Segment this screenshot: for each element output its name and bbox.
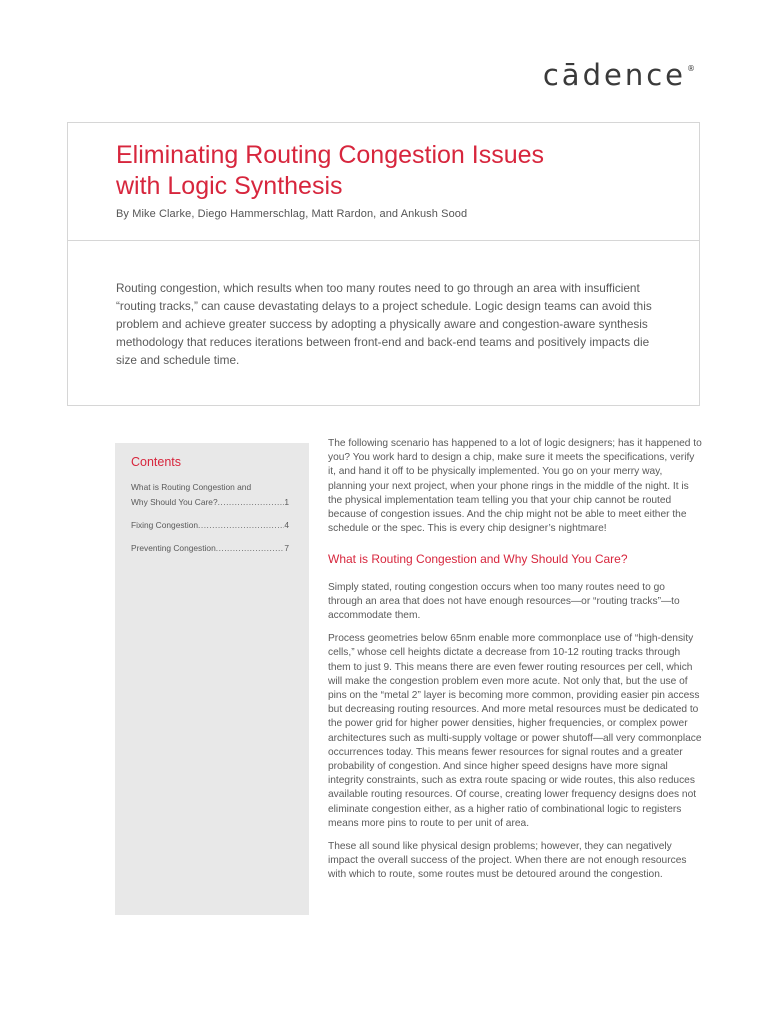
body-column bbox=[328, 437, 702, 892]
authors-line: By Mike Clarke, Diego Hammerschlag, Matt Rardon, and Ankush Sood bbox=[116, 208, 468, 220]
abstract: Routing congestion, which results when too many routes need to go through an area with insufficient “routing tracks,” can cause devastating delays to a project schedule. Logic design teams can avoid this problem and achieve greater success by adopting a physically aware and congestion-aware synthesis methodology that reduces iterations between front-end and back-end teams and positively impacts die size and schedule time. bbox=[116, 281, 652, 367]
toc-leader bbox=[218, 495, 285, 510]
toc-entry-label: Why Should You Care? bbox=[131, 497, 218, 507]
document-title bbox=[116, 140, 676, 202]
body-paragraph-2: Process geometries below 65nm enable more commonplace use of “high-density cells,” whose cell heights dictate a decrease from 10-12 routing tracks through them to just 9. This means there are even fewer routing resources per cell, which will make the congestion problem even more acute. Not only that, but the use of pins on the “metal 2” layer is becoming more common, providing easier pin access but decreasing routing resources. And more metal resources must be dedicated to the power grid for higher power densities, higher frequencies, or complex power architectures such as multi-supply voltage or power shutoff—all very commonplace occurrences today. This means fewer resources for signal routes and a greater probability of congestion. And since higher speed designs have more signal integrity constraints, such as extra route spacing or wide routes, this also reduces available routing resources. Of course, creating lower frequency designs does not eliminate congestion either, as a higher ratio of combinational logic to registers means more pins to route to per unit of area. bbox=[328, 633, 702, 829]
logo-text: cādence bbox=[542, 58, 686, 92]
body-paragraph-3: These all sound like physical design problems; however, they can negatively impact the overall success of the project. When there are not enough resources with which to route, some routes must be detoured around the congestion. bbox=[328, 841, 687, 881]
intro-paragraph: The following scenario has happened to a lot of logic designers; has it happened to you? You work hard to design a chip, make sure it meets the specifications, verify it, and hand it off to be physically implemented. You go on your merry way, planning your next project, when your phone rings in the middle of the night. It is the physical implementation team telling you that your chip cannot be routed because of congestion issues. And the chip might not be able to meet either the schedule or the spec. This is every chip designer’s nightmare! bbox=[328, 438, 702, 535]
title-line-2: with Logic Synthesis bbox=[116, 172, 343, 200]
title-line-1: Eliminating Routing Congestion Issues bbox=[116, 141, 545, 169]
section-heading: What is Routing Congestion and Why Should You Care? bbox=[328, 552, 628, 567]
contents-sidebar bbox=[115, 443, 309, 915]
toc-entry-preventing-congestion[interactable] bbox=[131, 541, 289, 556]
toc-entry-label: Preventing Congestion bbox=[131, 543, 216, 553]
toc-page-number: 1 bbox=[284, 497, 289, 507]
registered-mark: ® bbox=[687, 64, 698, 73]
toc-entry-line: What is Routing Congestion and bbox=[131, 482, 252, 492]
toc-leader bbox=[198, 518, 284, 533]
toc-entry-fixing-congestion[interactable] bbox=[131, 518, 289, 533]
toc-entry-label: Fixing Congestion bbox=[131, 520, 199, 530]
toc-leader bbox=[216, 541, 285, 556]
contents-heading: Contents bbox=[131, 455, 182, 469]
table-of-contents bbox=[131, 480, 289, 564]
header-divider bbox=[68, 240, 699, 241]
toc-entry-routing-congestion[interactable] bbox=[131, 480, 289, 510]
body-paragraph-1: Simply stated, routing congestion occurs when too many routes need to go through an area that does not have enough resources—or “routing tracks”—to accommodate them. bbox=[328, 581, 680, 622]
toc-page-number: 7 bbox=[284, 543, 289, 553]
toc-page-number: 4 bbox=[284, 520, 289, 530]
cadence-logo bbox=[543, 58, 698, 92]
